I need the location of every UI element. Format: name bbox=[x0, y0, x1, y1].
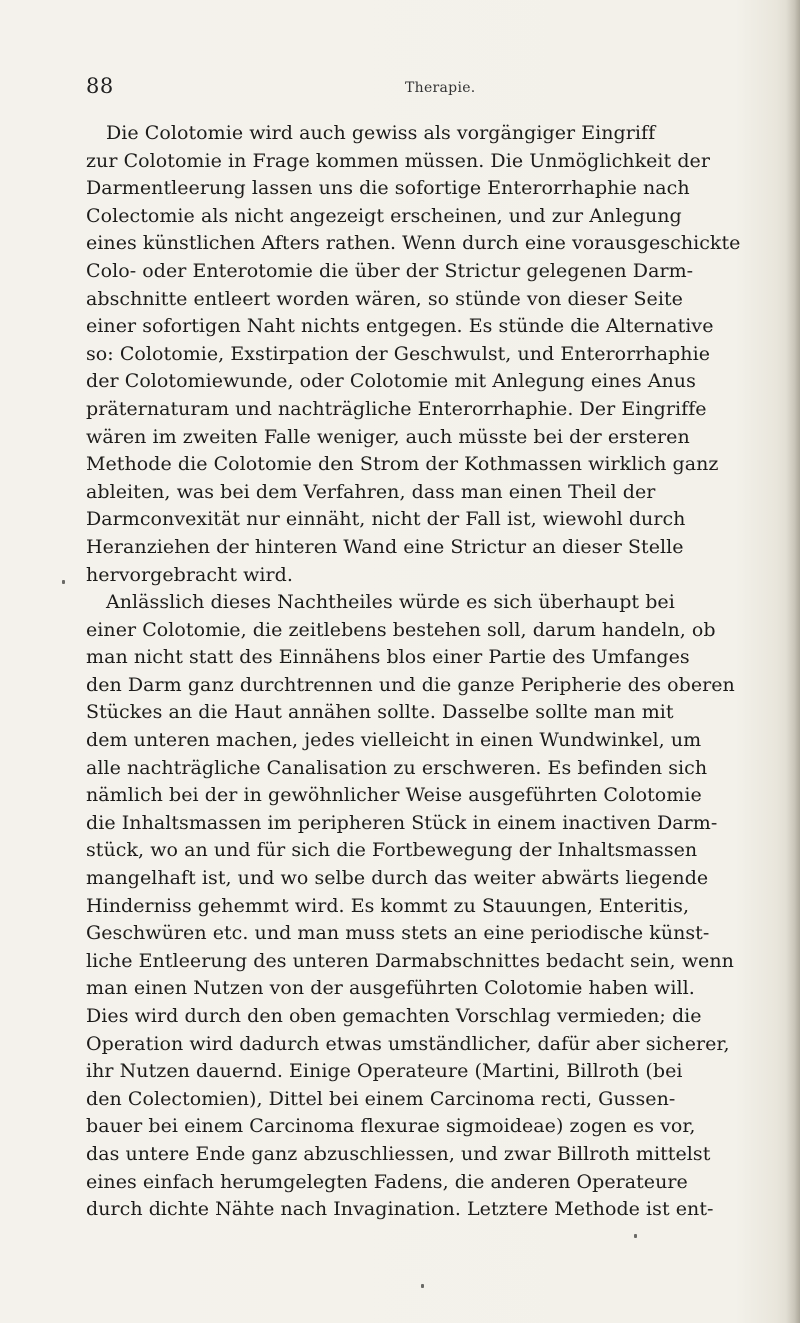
text-line: einer Colotomie, die zeitlebens bestehen soll, darum handeln, ob bbox=[86, 618, 716, 641]
text-line: Dies wird durch den oben gemachten Vorschlag vermieden; die bbox=[86, 1005, 702, 1027]
text-line: mangelhaft ist, und wo selbe durch das weiter abwärts liegende bbox=[86, 867, 709, 890]
text-line: alle nachträgliche Canalisation zu erschweren. Es befinden sich bbox=[86, 756, 708, 779]
text-line: ihr Nutzen dauernd. Einige Operateure (Martini, Billroth (bei bbox=[86, 1060, 683, 1083]
text-line: den Darm ganz durchtrennen und die ganze Peripherie des oberen bbox=[86, 673, 735, 696]
text-line: der Colotomiewunde, oder Colotomie mit Anlegung eines Anus bbox=[86, 370, 696, 393]
print-speck bbox=[421, 1284, 424, 1288]
text-line: ableiten, was bei dem Verfahren, dass man einen Theil der bbox=[86, 480, 656, 503]
text-line: Methode die Colotomie den Strom der Kothmassen wirklich ganz bbox=[86, 453, 719, 476]
text-line: abschnitte entleert worden wären, so stünde von dieser Seite bbox=[86, 287, 683, 310]
text-line: das untere Ende ganz abzuschliessen, und zwar Billroth mittelst bbox=[86, 1142, 711, 1165]
text-line: Colo- oder Enterotomie die über der Strictur gelegenen Darm- bbox=[86, 259, 694, 282]
text-line: Hinderniss gehemmt wird. Es kommt zu Stauungen, Enteritis, bbox=[86, 894, 690, 917]
page-header bbox=[0, 0, 800, 110]
text-line: dem unteren machen, jedes vielleicht in einen Wundwinkel, um bbox=[86, 729, 702, 752]
text-line: Stückes an die Haut annähen sollte. Dasselbe sollte man mit bbox=[86, 701, 674, 724]
body-text bbox=[86, 120, 796, 1224]
text-line: präternaturam und nachträgliche Enterorrhaphie. Der Eingriffe bbox=[86, 397, 707, 420]
text-line: hervorgebracht wird. bbox=[86, 563, 293, 586]
text-line: stück, wo an und für sich die Fortbewegung der Inhaltsmassen bbox=[86, 839, 698, 862]
text-line: Darmentleerung lassen uns die sofortige Enterorrhaphie nach bbox=[86, 177, 690, 200]
text-line: zur Colotomie in Frage kommen müssen. Die Unmöglichkeit der bbox=[86, 149, 710, 172]
text-line: nämlich bei der in gewöhnlicher Weise ausgeführten Colotomie bbox=[86, 784, 702, 807]
text-line: man einen Nutzen von der ausgeführten Colotomie haben will. bbox=[86, 977, 695, 1000]
text-line: bauer bei einem Carcinoma flexurae sigmoideae) zogen es vor, bbox=[86, 1115, 696, 1138]
text-line: Die Colotomie wird auch gewiss als vorgängiger Eingriff bbox=[106, 122, 656, 144]
text-line: Anlässlich dieses Nachtheiles würde es sich überhaupt bei bbox=[106, 591, 675, 614]
text-line: eines künstlichen Afters rathen. Wenn durch eine vorausgeschickte bbox=[86, 232, 741, 255]
page-number: 88 bbox=[86, 74, 114, 98]
print-speck bbox=[62, 580, 65, 584]
text-line: wären im zweiten Falle weniger, auch müsste bei der ersteren bbox=[86, 425, 690, 448]
text-line: Heranziehen der hinteren Wand eine Strictur an dieser Stelle bbox=[86, 535, 684, 558]
running-title: Therapie. bbox=[405, 80, 476, 96]
text-line: Geschwüren etc. und man muss stets an eine periodische künst- bbox=[86, 922, 710, 945]
text-line: so: Colotomie, Exstirpation der Geschwulst, und Enterorrhaphie bbox=[86, 342, 711, 365]
text-line: Colectomie als nicht angezeigt erscheinen, und zur Anlegung bbox=[86, 204, 682, 227]
text-line: den Colectomien), Dittel bei einem Carcinoma recti, Gussen- bbox=[86, 1087, 676, 1110]
text-line: Operation wird dadurch etwas umständlicher, dafür aber sicherer, bbox=[86, 1032, 730, 1055]
text-line: durch dichte Nähte nach Invagination. Letztere Methode ist ent- bbox=[86, 1198, 714, 1221]
text-line: man nicht statt des Einnähens blos einer Partie des Umfanges bbox=[86, 646, 690, 669]
text-line: eines einfach herumgelegten Fadens, die anderen Operateure bbox=[86, 1170, 688, 1193]
text-line: einer sofortigen Naht nichts entgegen. Es stünde die Alternative bbox=[86, 315, 714, 338]
text-line: Darmconvexität nur einnäht, nicht der Fall ist, wiewohl durch bbox=[86, 508, 686, 531]
print-speck bbox=[634, 1234, 637, 1238]
text-line: die Inhaltsmassen im peripheren Stück in einem inactiven Darm- bbox=[86, 811, 718, 834]
text-line: liche Entleerung des unteren Darmabschnittes bedacht sein, wenn bbox=[86, 949, 734, 972]
